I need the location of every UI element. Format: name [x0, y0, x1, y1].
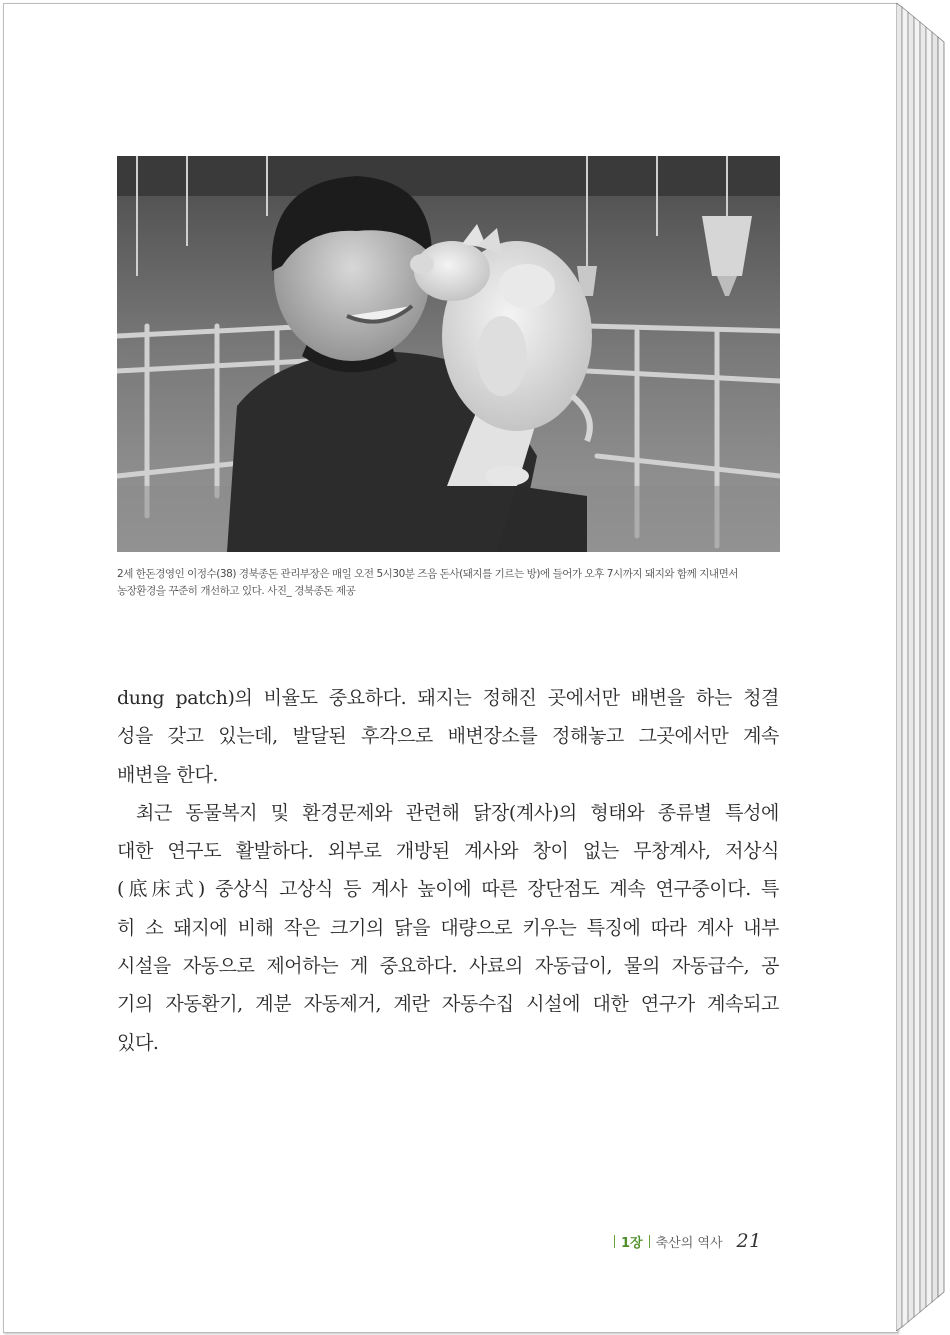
running-head [608, 1230, 762, 1252]
body-line: 최근 동물복지 및 환경문제와 관련해 닭장(계사)의 형태와 종류별 특성에 [136, 801, 779, 824]
farm-photo [117, 156, 780, 552]
divider [649, 1235, 650, 1248]
page-edges [896, 3, 946, 1331]
body-line: 히 소 돼지에 비해 작은 크기의 닭을 대량으로 키우는 특징에 따라 계사 내부 [117, 916, 779, 939]
body-line: 기의 자동환기, 계분 자동제거, 계란 자동수집 시설에 대한 연구가 계속되고 [117, 993, 779, 1016]
divider [614, 1235, 615, 1248]
chapter-label: 1장 [621, 1235, 643, 1251]
body-text [117, 679, 779, 1062]
caption-line: 농장환경을 꾸준히 개선하고 있다. 사진_ 경북종돈 제공 [117, 585, 356, 597]
body-line: 시설을 자동으로 제어하는 게 중요하다. 사료의 자동급이, 물의 자동급수, 공 [117, 955, 779, 978]
body-line: dung patch)의 비율도 중요하다. 돼지는 정해진 곳에서만 배변을 하는 청결 [117, 687, 779, 709]
body-line: (底床式) 중상식 고상식 등 계사 높이에 따른 장단점도 계속 연구중이다. 특 [117, 878, 779, 901]
body-line: 배변을 한다. [117, 763, 219, 786]
photo-illustration [117, 156, 780, 552]
body-line: 대한 연구도 활발하다. 외부로 개방된 계사와 창이 없는 무창계사, 저상식 [117, 840, 779, 863]
photo-caption [117, 566, 792, 600]
body-line: 있다. [117, 1031, 159, 1054]
chapter-title: 축산의 역사 [655, 1235, 723, 1251]
caption-line: 2세 한돈경영인 이정수(38) 경북종돈 관리부장은 매일 오전 5시30분 즈음 돈사(돼지를 기르는 방)에 들어가 오후 7시까지 돼지와 함께 지내면서 [117, 568, 739, 580]
body-line: 성을 갖고 있는데, 발달된 후각으로 배변장소를 정해놓고 그곳에서만 계속 [117, 725, 779, 748]
page-number: 21 [736, 1230, 762, 1252]
